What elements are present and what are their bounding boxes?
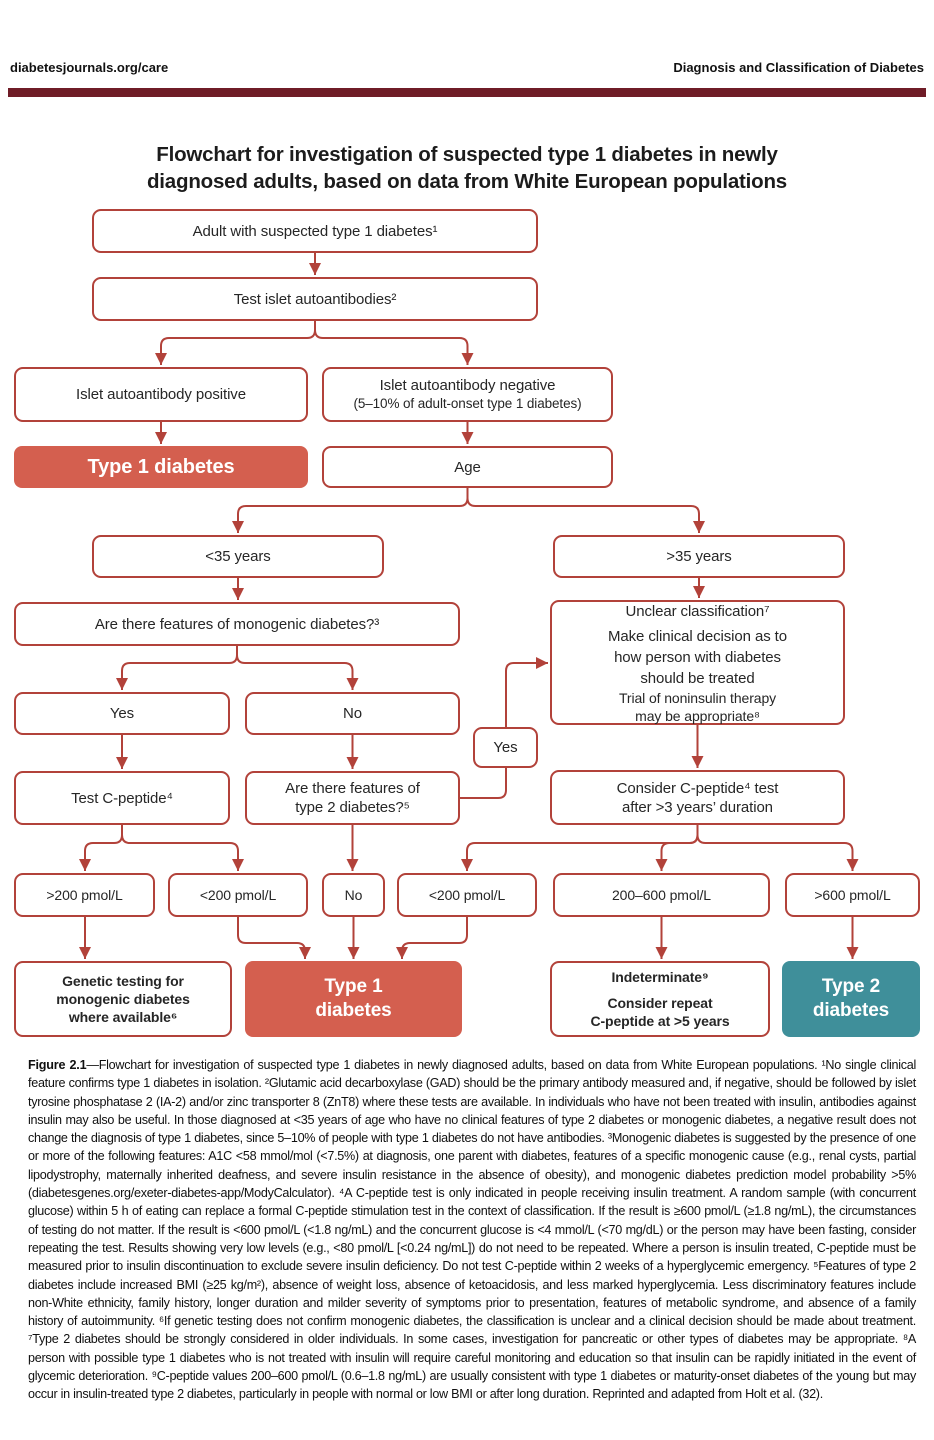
node-result-gt600: >600 pmol/L (785, 873, 920, 917)
running-head-left: diabetesjournals.org/care (10, 60, 169, 75)
node-genetic-testing: Genetic testing for monogenic diabetes where available⁶ (14, 961, 232, 1037)
node-type2-question: Are there features of type 2 diabetes?⁵ (245, 771, 460, 825)
figure-title-line1: Flowchart for investigation of suspected type 1 diabetes in newly (156, 143, 778, 166)
node-type1-diabetes-final: Type 1 diabetes (245, 961, 462, 1037)
figure-caption-text: —Flowchart for investigation of suspected type 1 diabetes in newly diagnosed adults, based on data from White European populations. ¹No single clinical feature confirms type 1 diabetes in isolation. ²Glutamic acid decarboxylase (GAD) should be the primary antibody measured and, if negative, should be followed by islet tyrosine phosphatase 2 (IA-2) and/or zinc transporter 8 (ZnT8) where these tests are available. In individuals who have not been treated with insulin, antibodies against insulin may also be useful. In those diagnosed at <35 years of age who have no clinical features of type 2 diabetes or monogenic diabetes, a negative result does not change the diagnosis of type 1 diabetes, since 5–10% of people with type 1 diabetes do not have antibodies. ³Monogenic diabetes is suggested by the presence of one or more of the following features: A1C <58 mmol/mol (<7.5%) at diagnosis, one parent with diabetes, features of a specific monogenic cause (e.g., renal cysts, partial lipodystrophy, maternally inherited deafness, and severe insulin resistance in the absence of obesity), and monogenic diabetes prediction model probability >5% (diabetesgenes.org/exeter-diabetes-app/ModyCalculator). ⁴A C-peptide test is only indicated in people receiving insulin treatment. A random sample (with concurrent glucose) within 5 h of eating can replace a formal C-peptide stimulation test in the context of classification. If the result is ≥600 pmol/L (≥1.8 ng/mL), the circumstances of testing do not matter. If the result is <600 pmol/L (<1.8 ng/mL) and the concurrent glucose is <4 mmol/L (<70 mg/dL) or the person may have been fasting, consider repeating the test. Results showing very low levels (e.g., <80 pmol/L [<0.24 ng/mL]) do not need to be repeated. Where a person is insulin treated, C-peptide must be measured prior to insulin discontinuation to exclude severe insulin deficiency. Do not test C-peptide within 2 weeks of a hyperglycemic emergency. ⁵Features of type 2 diabetes include increased BMI (≥25 kg/m²), absence of weight loss, absence of ketoacidosis, and less marked hyperglycemia. Less discriminatory features include non-White ethnicity, family history, longer duration and milder severity of symptoms prior to presentation, features of metabolic syndrome, and absence of a family history of autoimmunity. ⁶If genetic testing does not confirm monogenic diabetes, the classification is unclear and a clinical decision should be made about treatment. ⁷Type 2 diabetes should be strongly considered in older individuals. In some cases, investigation for pancreatic or other types of diabetes may be appropriate. ⁸A person with possible type 1 diabetes who is not treated with insulin will require careful monitoring and education so that insulin can be rapidly initiated in the event of glycemic deterioration. ⁹C-peptide values 200–600 pmol/L (0.6–1.8 ng/mL) are usually consistent with type 1 diabetes or maturity-onset diabetes of the young but may occur in insulin-treated type 2 diabetes, particularly in people with normal or low BMI or after long duration. Reprinted and adapted from Holt et al. (32). (28, 1058, 916, 1402)
node-test-islet-autoantibodies: Test islet autoantibodies² (92, 277, 538, 321)
node-monogenic-no: No (245, 692, 460, 735)
node-test-c-peptide: Test C-peptide⁴ (14, 771, 230, 825)
node-monogenic-question: Are there features of monogenic diabetes?³ (14, 602, 460, 646)
node-autoantibody-negative: Islet autoantibody negative (5–10% of adult-onset type 1 diabetes) (322, 367, 613, 422)
figure-title-line2: diagnosed adults, based on data from White European populations (146, 170, 788, 193)
node-consider-c-peptide: Consider C-peptide⁴ test after >3 years’ duration (550, 770, 845, 825)
node-indeterminate: Indeterminate⁹ Consider repeat C-peptide at >5 years (550, 961, 770, 1037)
running-head-right: Diagnosis and Classification of Diabetes (673, 60, 924, 75)
node-adult: Adult with suspected type 1 diabetes¹ (92, 209, 538, 253)
node-unclear-classification: Unclear classification⁷ Make clinical decision as to how person with diabetes should be treated Trial of noninsulin therapy may be appropriate⁸ (550, 600, 845, 725)
node-over-35-years: >35 years (553, 535, 845, 578)
node-result-lt200-left: <200 pmol/L (168, 873, 308, 917)
node-type2-yes: Yes (473, 727, 538, 768)
node-monogenic-yes: Yes (14, 692, 230, 735)
node-under-35-years: <35 years (92, 535, 384, 578)
node-result-200-600: 200–600 pmol/L (553, 873, 770, 917)
node-autoantibody-positive: Islet autoantibody positive (14, 367, 308, 422)
node-result-no: No (322, 873, 385, 917)
node-type2-diabetes-final: Type 2 diabetes (782, 961, 920, 1037)
node-result-lt200-right: <200 pmol/L (397, 873, 537, 917)
figure-caption-label: Figure 2.1 (28, 1058, 87, 1072)
node-result-gt200: >200 pmol/L (14, 873, 155, 917)
node-type1-diabetes-mid: Type 1 diabetes (14, 446, 308, 488)
node-age: Age (322, 446, 613, 488)
